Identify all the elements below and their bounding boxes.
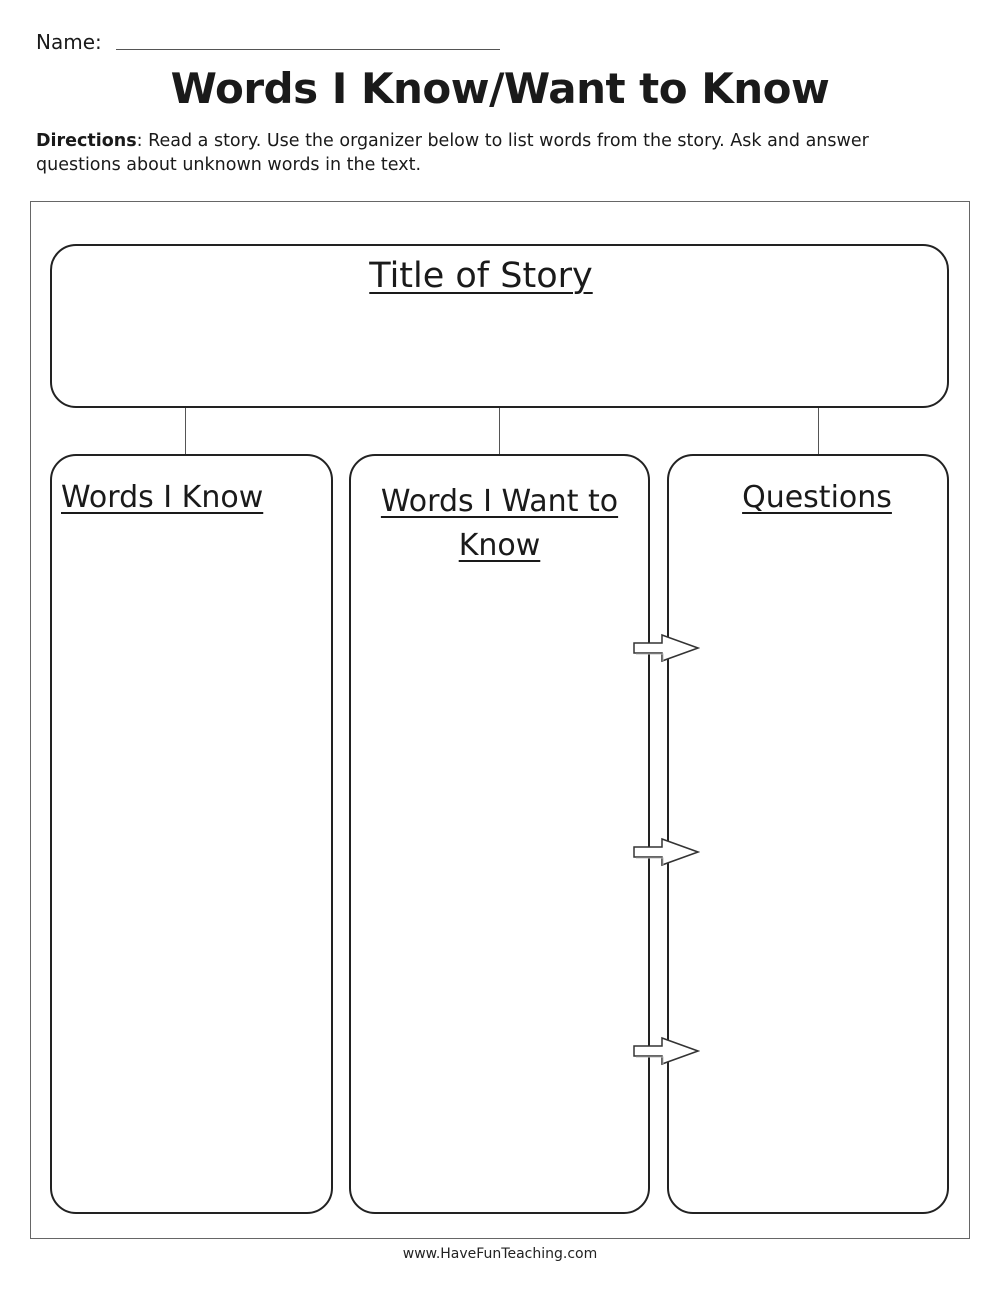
name-line[interactable] (116, 49, 500, 50)
directions-text: : Read a story. Use the organizer below to list words from the story. Ask and answer questions about unknown words in the text. (36, 131, 869, 175)
words-i-want-to-know-heading: Words I Want to Know (380, 484, 619, 563)
name-label: Name: (36, 30, 102, 54)
questions-box[interactable] (667, 454, 949, 1214)
title-of-story-heading: Title of Story (369, 256, 593, 296)
right-arrow-icon (632, 837, 700, 867)
right-arrow-icon (632, 1036, 700, 1066)
questions-heading: Questions (742, 480, 892, 515)
words-i-know-heading: Words I Know (61, 480, 264, 515)
connector-line (185, 408, 186, 454)
words-i-know-box[interactable] (50, 454, 333, 1214)
page-title: Words I Know/Want to Know (170, 64, 830, 113)
connector-line (818, 408, 819, 454)
connector-line (499, 408, 500, 454)
words-i-want-to-know-box[interactable] (349, 454, 650, 1214)
directions-label: Directions (36, 131, 137, 151)
right-arrow-icon (632, 633, 700, 663)
directions (36, 129, 956, 177)
footer-website: www.HaveFunTeaching.com (402, 1246, 598, 1262)
